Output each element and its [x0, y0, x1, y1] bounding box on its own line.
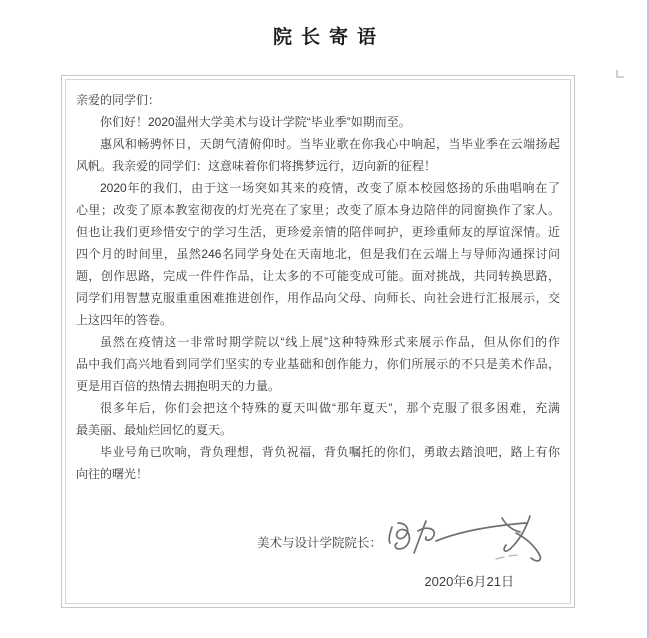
letter-line: 向往的曙光！	[76, 467, 149, 481]
letter-salutation: 亲爱的同学们：	[76, 93, 161, 107]
signature-label: 美术与设计学院院长：	[256, 536, 382, 550]
corner-mark-icon	[616, 70, 624, 78]
letter-line: 很多年后，你们会把这个特殊的夏天叫做“那年夏天”，那个克服了很多困难，充满	[100, 401, 560, 415]
letter-line: 四个月的时间里，虽然246名同学身处在天南地北，但是我们在云端上与导师沟通探讨问	[76, 247, 560, 261]
letter-line: 你们好！2020温州大学美术与设计学院“毕业季”如期而至。	[100, 115, 411, 129]
letter-line: 更是用百倍的热情去拥抱明天的力量。	[76, 379, 281, 393]
letter-line: 心里；改变了原本教室彻夜的灯光亮在了家里；改变了原本身边陪伴的同窗换作了家人。	[76, 203, 560, 217]
letter-line: 同学们用智慧克服重重困难推进创作，用作品向父母、向师长、向社会进行汇报展示，交	[76, 291, 560, 305]
letter-line: 2020年的我们，由于这一场突如其来的疫情，改变了原本校园悠扬的乐曲唱响在了	[100, 181, 560, 195]
letter-line: 上这四年的答卷。	[76, 313, 173, 327]
letter-line: 最美丽、最灿烂回忆的夏天。	[76, 423, 233, 437]
page-title: 院长寄语	[272, 27, 385, 48]
letter-line: 惠风和畅骋怀日，天朗气清俯仰时。当毕业歌在你我心中响起，当毕业季在云端扬起	[100, 137, 560, 151]
letter-line: 毕业号角已吹响，背负理想，背负祝福，背负嘱托的你们，勇敢去踏浪吧，路上有你	[100, 445, 560, 459]
letter-line: 虽然在疫情这一非常时期学院以“线上展”这种特殊形式来展示作品，但从你们的作	[100, 335, 560, 349]
letter-line: 题，创作思路，完成一件件作品，让太多的不可能变成可能。面对挑战，共同转换思路，	[76, 269, 560, 283]
letter-line: 但也让我们更珍惜安宁的学习生活，更珍爱亲情的陪伴呵护，更珍重师友的厚谊深情。近	[76, 225, 560, 239]
dean-signature-handwriting	[384, 511, 556, 565]
signature-row	[76, 511, 560, 565]
letter-body	[67, 81, 569, 602]
letter-box	[61, 75, 575, 608]
letter-date: 2020年6月21日	[424, 574, 514, 589]
letter-box-inner-border	[65, 79, 571, 604]
letter-line: 品中我们高兴地看到同学们坚实的专业基础和创作能力，你们所展示的不只是美术作品，	[76, 357, 560, 371]
letter-line: 风帆。我亲爱的同学们：这意味着你们将携梦远行，迈向新的征程！	[76, 159, 437, 173]
